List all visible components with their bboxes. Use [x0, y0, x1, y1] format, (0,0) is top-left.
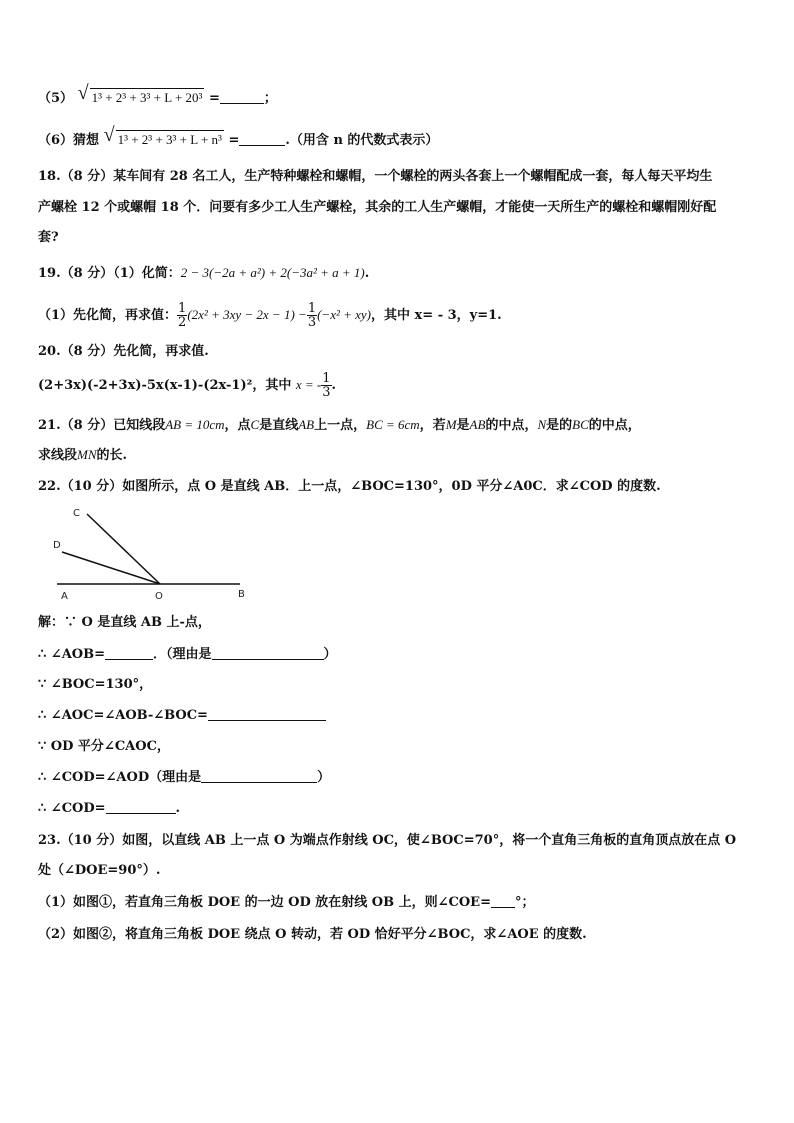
- q21-text: 是: [456, 418, 470, 433]
- q22-sol7-a: ∴ ∠COD=: [38, 801, 106, 816]
- q22-sol2-a: ∴ ∠AOB=: [38, 647, 105, 662]
- q22-blank-aoc[interactable]: [208, 707, 326, 721]
- q22-sol2: [38, 646, 756, 664]
- q22-sol4-text: ∴ ∠AOC=∠AOB-∠BOC=: [38, 708, 208, 723]
- q17-p6-label: （6）猜想: [38, 133, 100, 148]
- q17-p5-expr: 1³ + 2³ + 3³ + L + 20³: [91, 90, 203, 105]
- q21-ab: AB: [298, 417, 315, 432]
- q18-line1: 18.（8 分）某车间有 28 名工人，生产特种螺栓和螺帽，一个螺栓的两头各套上一个螺帽配成一套，每人每天平均生: [38, 169, 713, 184]
- frac-numerator: 1: [178, 301, 187, 316]
- q17-p6-eq: =: [228, 133, 240, 148]
- q17-p5-label: （5）: [38, 91, 74, 106]
- q19-p2-tail: (−x² + xy): [317, 307, 372, 322]
- q21-n: N: [537, 417, 547, 432]
- q22-sol6-b: ）: [317, 770, 331, 785]
- q21-text: 是直线: [259, 418, 299, 433]
- q22-sol7: [38, 800, 756, 818]
- q19-p2-label: （1）先化简，再求值：: [38, 308, 178, 323]
- q21-ab: AB: [469, 417, 486, 432]
- q21-mn: MN: [77, 447, 97, 462]
- label-a: A: [61, 591, 68, 602]
- label-o: O: [155, 591, 163, 602]
- q20-frac: [321, 372, 331, 399]
- q21-text: ，点: [224, 418, 251, 433]
- q23-p1-text: （1）如图①，若直角三角板 DOE 的一边 OD 放在射线 OB 上，则∠COE=: [38, 895, 491, 910]
- ray-od: [62, 552, 160, 584]
- q23-p1-end: °；: [514, 895, 535, 910]
- q22-sol4: [38, 707, 756, 725]
- q20-cond: ，其中: [252, 378, 292, 393]
- q23-part1: [38, 894, 756, 912]
- q21-text: 是的: [546, 418, 573, 433]
- q21-line2: [38, 446, 756, 465]
- q21-text: 21.（8 分）已知线段: [38, 418, 166, 433]
- ray-oc: [87, 514, 160, 584]
- q21-text: ，若: [419, 418, 446, 433]
- q19-part2: [38, 300, 756, 331]
- q17-p5-sqrt: [77, 82, 205, 107]
- q19-frac-half: [177, 302, 187, 329]
- q21-line1: [38, 416, 756, 435]
- q20-expr: (2+3x)(-2+3x)-5x(x-1)-(2x-1)²: [38, 378, 253, 393]
- label-c: C: [73, 508, 80, 519]
- q22-blank-cod[interactable]: [106, 800, 176, 814]
- q19-expr: 2 − 3(−2a + a²) + 2(−3a² + a + 1): [180, 265, 365, 280]
- q22-sol3: ∵ ∠BOC=130°，: [38, 677, 153, 692]
- q21-ab: AB = 10cm: [165, 417, 225, 432]
- q17-p6-sqrt: [103, 124, 224, 149]
- q18-line3: 套?: [38, 230, 59, 245]
- frac-denominator: 3: [322, 385, 331, 400]
- q20-end: .: [331, 378, 337, 393]
- q17-p5-blank[interactable]: [220, 90, 264, 104]
- q22-blank-reason1[interactable]: [212, 646, 324, 660]
- q19-line1: [38, 264, 756, 283]
- q17-p6-expr: 1³ + 2³ + 3³ + L + n³: [117, 132, 222, 147]
- frac-denominator: 2: [178, 315, 187, 330]
- q22-blank-reason2[interactable]: [201, 769, 317, 783]
- q22-sol6: [38, 769, 756, 787]
- q21-text: 求线段: [38, 448, 78, 463]
- q21-bc: BC = 6cm: [366, 417, 420, 432]
- q23-blank-coe[interactable]: [491, 894, 515, 908]
- frac-numerator: 1: [307, 301, 317, 316]
- q19-end: .: [364, 266, 370, 281]
- q21-text: 的中点，: [588, 418, 641, 433]
- q21-bc: BC: [572, 417, 589, 432]
- q20-line1: 20.（8 分）先化简，再求值.: [38, 344, 209, 359]
- q22-sol5: ∵ OD 平分∠CAOC，: [38, 739, 170, 754]
- q17-p5-eq: =: [208, 91, 220, 106]
- q17-part5: [38, 82, 756, 108]
- q22-sol7-b: .: [175, 801, 181, 816]
- q20-cond-var: x = -: [295, 377, 322, 392]
- q21-text: 的中点，: [485, 418, 538, 433]
- q21-text: 的长.: [96, 448, 128, 463]
- label-d: D: [53, 540, 61, 551]
- q22-blank-aob[interactable]: [105, 646, 153, 660]
- q21-c: C: [250, 417, 260, 432]
- q23-line1: 23.（10 分）如图，以直线 AB 上一点 O 为端点作射线 OC，使∠BOC=70°，将一个直角三角板的直角顶点放在点 O: [38, 833, 737, 848]
- frac-denominator: 3: [307, 315, 317, 330]
- q21-text: 上一点，: [314, 418, 367, 433]
- q21-m: M: [445, 417, 457, 432]
- radical-sign-icon: √: [77, 82, 89, 104]
- q22-figure: [40, 502, 260, 604]
- q22-line1: 22.（10 分）如图所示，点 O 是直线 AB．上一点，∠BOC=130°，0D 平分∠A0C．求∠COD 的度数.: [38, 479, 661, 494]
- q23-part2: （2）如图②，将直角三角板 DOE 绕点 O 转动，若 OD 恰好平分∠BOC，求∠AOE 的度数.: [38, 927, 587, 942]
- q17-p6-tail: .（用含 n 的代数式表示）: [285, 133, 439, 148]
- q22-sol2-c: ）: [323, 647, 337, 662]
- q23-line2: 处（∠DOE=90°）.: [38, 863, 161, 878]
- q20-line2: [38, 370, 756, 401]
- q19-frac-third: [307, 302, 317, 329]
- q22-sol1: 解：∵ O 是直线 AB 上-点，: [38, 615, 211, 630]
- q19-label: 19.（8 分）（1）化简：: [38, 266, 181, 281]
- q17-part6: [38, 124, 756, 150]
- q19-p2-mid: (2x² + 3xy − 2x − 1) −: [187, 307, 307, 322]
- frac-numerator: 1: [322, 371, 331, 386]
- q18-line2: 产螺栓 12 个或螺帽 18 个．问要有多少工人生产螺栓，其余的工人生产螺帽，才能使一天所生产的螺栓和螺帽刚好配: [38, 200, 717, 215]
- q17-p5-tail: ；: [263, 91, 277, 106]
- q22-sol6-a: ∴ ∠COD=∠AOD（理由是: [38, 770, 202, 785]
- q22-sol2-b: ．（理由是: [152, 647, 212, 662]
- q19-p2-cond: ，其中 x= - 3，y=1.: [371, 308, 502, 323]
- q17-p6-blank[interactable]: [239, 132, 285, 146]
- radical-sign-icon: √: [103, 124, 115, 146]
- label-b: B: [238, 589, 245, 600]
